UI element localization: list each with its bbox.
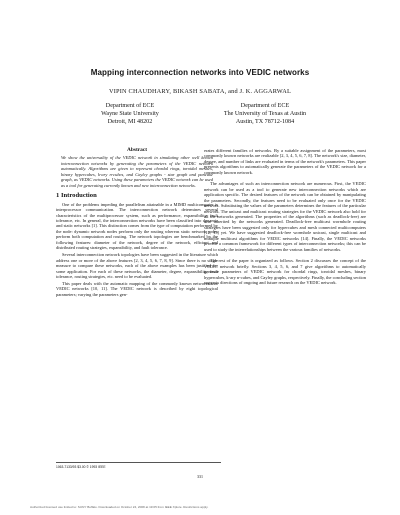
section-heading: 1 Introduction xyxy=(56,192,97,200)
page-number: 331 xyxy=(197,474,203,479)
affiliation-line: Department of ECE xyxy=(240,103,290,109)
affiliation-line: The University of Texas at Austin xyxy=(223,111,307,117)
affiliation-line: Wayne State University xyxy=(101,111,159,117)
body-paragraph: The rest of the paper is organized as follows. Section 2 discusses the concept of the VEDIC network briefly. Sections 3, 4, 5, 6, and 7 give algorithms to automatically generate parameters of VEDIC network for chordal rings, toroidal meshes, binary hypercubes, k-ary n-cubes, and Cayley graphs, respectively. Finally, the concluding section suggests directions of ongoing and future research on the VEDIC network. xyxy=(204,258,366,285)
left-column xyxy=(56,148,218,299)
affiliation-line: Detroit, MI 48202 xyxy=(107,119,153,125)
abstract-heading: Abstract xyxy=(126,147,148,153)
copyright-notice: 1063-7133/93 $3.00 © 1993 IEEE xyxy=(56,462,221,469)
body-paragraph: erates different families of networks. By a suitable assignment of the parameters, most commonly known networks are realizable [2, 3, 4, 5, 6, 7, 8]. The network's size, diameter, degree, and number of links are evaluated in terms of the network's parameters. This paper presents algorithms to automatically generate the parameters of the VEDIC network for a commonly known network. xyxy=(204,148,366,175)
abstract-body: We show the universality of the VEDIC network in simulating other well known interconnection networks by generating the parameters of the VEDIC network automatically. Algorithms are given to represent chordal rings, toroidal meshes, binary hypercubes, k-ary n-cubes, and Cayley graphs - star graph and pancake graph, as VEDIC networks. Using these parameters the VEDIC network can be used as a tool for generating currently known and new interconnection networks. xyxy=(61,155,213,188)
affiliation-2 xyxy=(190,102,340,126)
body-paragraph: The advantages of such an interconnection network are numerous. First, the VEDIC network can be used as a tool to generate new interconnection networks which are application specific. The desired features of the network can be obtained by manipulating the parameters. Secondly, the features need to be evaluated only once for the VEDIC network. Substituting the values of the parameters determines the features of the particular network. The unicast and multicast routing strategies for the VEDIC network also hold for all the networks generated. The properties of the algorithms (such as deadlock-free) are also inherited by the networks generated. Deadlock-free multicast wormhole routing strategies have been suggested only for hypercubes and mesh connected multicomputers [12, 13] yet. We have suggested deadlock-free wormhole unicast, single multicast and multiple multicast algorithms for VEDIC networks [14]. Finally, the VEDIC networks provide a common framework for different types of interconnection networks; this can be used to study the interrelationships between the various families of networks. xyxy=(204,181,366,252)
body-paragraph: This paper deals with the automatic mapping of the commonly known networks into VEDIC networks [10, 11]. The VEDIC network is described by eight topological parameters; varying the parameters gen- xyxy=(56,280,218,297)
affiliation-line: Austin, TX 78712-1084 xyxy=(235,119,295,125)
license-footer: Authorized licensed use limited to: SUNY Buffalo. Downloaded on October 24, 2008 at 19:05 from IEEE Xplore. Restrictions apply. xyxy=(30,505,209,509)
body-paragraph: One of the problems impeding the parallelism attainable in a MIMD multicomputer is interprocessor communication. The interconnection network determines several characteristics of the multiprocessor system, such as performance, expansibility, fault tolerance, etc. In general, the interconnection networks have been classified into dynamic and static networks [1]. This distinction comes from the type of computation performed by the node: dynamic network nodes perform only the routing whereas static network nodes perform both computation and routing. The network topologies are benchmarked by the following features: diameter of the network, degree of the network, efficient and distributed routing strategies, expansibility, and fault tolerance. xyxy=(56,201,218,251)
paper-title: Mapping interconnection networks into VEDIC networks xyxy=(90,68,310,77)
author-list: VIPIN CHAUDHARY, BIKASH SABATA, and J. K. AGGARWAL xyxy=(108,88,292,95)
body-paragraph: Several interconnection network topologies have been suggested in the literature which address one or more of the above features [2, 3, 4, 5, 6, 7, 8, 9]. Since there is no single measure to compare these networks, each of the above examples has been justified for some application. For each of these networks, the diameter, degree, expansibility, fault tolerance, routing strategies, etc. need to be evaluated. xyxy=(56,252,218,280)
right-column xyxy=(204,148,366,287)
affiliation-line: Department of ECE xyxy=(105,103,155,109)
affiliation-1 xyxy=(55,102,205,126)
